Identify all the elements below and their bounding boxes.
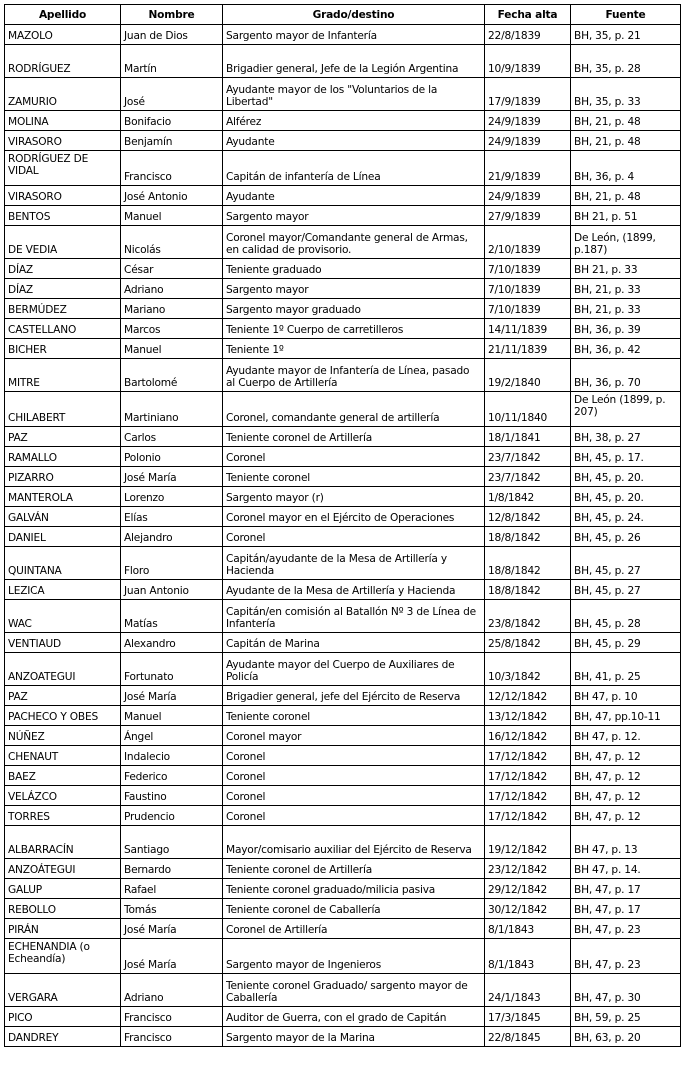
cell-grado-destino: Teniente coronel de Artillería [223, 859, 485, 879]
cell-grado-destino: Sargento mayor (r) [223, 487, 485, 507]
table-row [5, 826, 681, 859]
cell-apellido: PICO [5, 1007, 121, 1027]
cell-grado-destino: Ayudante mayor de los "Voluntarios de la Libertad" [223, 78, 485, 111]
cell-apellido: TORRES [5, 806, 121, 826]
header-row [5, 5, 681, 25]
table-row [5, 633, 681, 653]
cell-nombre: Martiniano [121, 392, 223, 427]
cell-nombre: Manuel [121, 339, 223, 359]
cell-nombre: Indalecio [121, 746, 223, 766]
cell-apellido: CHENAUT [5, 746, 121, 766]
cell-fuente: BH, 36, p. 42 [571, 339, 681, 359]
cell-nombre: Francisco [121, 1027, 223, 1047]
cell-fuente: BH, 63, p. 20 [571, 1027, 681, 1047]
cell-fuente: BH, 21, p. 48 [571, 186, 681, 206]
table-row [5, 974, 681, 1007]
cell-nombre: Elías [121, 507, 223, 527]
cell-fecha-alta: 24/9/1839 [485, 131, 571, 151]
cell-fecha-alta: 24/9/1839 [485, 186, 571, 206]
table-row [5, 1007, 681, 1027]
cell-fuente: BH, 45, p. 20. [571, 487, 681, 507]
table-row [5, 686, 681, 706]
header-apellido: Apellido [5, 5, 121, 25]
cell-nombre: Alexandro [121, 633, 223, 653]
table-row [5, 111, 681, 131]
cell-fuente: BH, 45, p. 27 [571, 547, 681, 580]
cell-nombre: Bernardo [121, 859, 223, 879]
cell-apellido: PIZARRO [5, 467, 121, 487]
cell-grado-destino: Coronel [223, 746, 485, 766]
cell-grado-destino: Coronel [223, 447, 485, 467]
cell-fuente: BH, 35, p. 21 [571, 25, 681, 45]
table-row [5, 746, 681, 766]
cell-fuente: BH, 45, p. 29 [571, 633, 681, 653]
cell-apellido: RAMALLO [5, 447, 121, 467]
table-row [5, 939, 681, 974]
cell-apellido: QUINTANA [5, 547, 121, 580]
cell-nombre: Adriano [121, 974, 223, 1007]
cell-grado-destino: Ayudante de la Mesa de Artillería y Hacienda [223, 580, 485, 600]
cell-grado-destino: Capitán de Marina [223, 633, 485, 653]
cell-grado-destino: Coronel [223, 527, 485, 547]
cell-apellido: ALBARRACÍN [5, 826, 121, 859]
cell-grado-destino: Coronel de Artillería [223, 919, 485, 939]
cell-grado-destino: Mayor/comisario auxiliar del Ejército de Reserva [223, 826, 485, 859]
cell-grado-destino: Coronel mayor/Comandante general de Armas, en calidad de provisorio. [223, 226, 485, 259]
cell-apellido: ANZOÁTEGUI [5, 859, 121, 879]
cell-fuente: BH, 45, p. 17. [571, 447, 681, 467]
cell-apellido: GALUP [5, 879, 121, 899]
officers-table [4, 4, 681, 1047]
cell-apellido: CHILABERT [5, 392, 121, 427]
cell-fecha-alta: 18/1/1841 [485, 427, 571, 447]
cell-nombre: Lorenzo [121, 487, 223, 507]
cell-fuente: BH, 47, p. 12 [571, 786, 681, 806]
cell-fuente: BH, 36, p. 4 [571, 151, 681, 186]
table-row [5, 279, 681, 299]
cell-fecha-alta: 8/1/1843 [485, 919, 571, 939]
cell-fuente: BH, 45, p. 27 [571, 580, 681, 600]
table-row [5, 427, 681, 447]
cell-nombre: José María [121, 919, 223, 939]
cell-fuente: BH, 47, p. 12 [571, 806, 681, 826]
cell-grado-destino: Coronel mayor [223, 726, 485, 746]
table-row [5, 600, 681, 633]
cell-apellido: CASTELLANO [5, 319, 121, 339]
cell-fuente: BH, 41, p. 25 [571, 653, 681, 686]
cell-fuente: BH, 21, p. 33 [571, 299, 681, 319]
table-row [5, 919, 681, 939]
table-row [5, 206, 681, 226]
cell-grado-destino: Sargento mayor [223, 279, 485, 299]
cell-nombre: Ángel [121, 726, 223, 746]
cell-grado-destino: Teniente 1º Cuerpo de carretilleros [223, 319, 485, 339]
table-row [5, 392, 681, 427]
cell-fecha-alta: 17/12/1842 [485, 786, 571, 806]
cell-grado-destino: Teniente coronel de Artillería [223, 427, 485, 447]
cell-fecha-alta: 18/8/1842 [485, 527, 571, 547]
cell-fecha-alta: 10/11/1840 [485, 392, 571, 427]
cell-fuente: De León (1899, p. 207) [571, 392, 681, 427]
cell-grado-destino: Sargento mayor graduado [223, 299, 485, 319]
cell-nombre: José [121, 78, 223, 111]
cell-fuente: BH, 47, p. 30 [571, 974, 681, 1007]
cell-nombre: Rafael [121, 879, 223, 899]
cell-apellido: BERMÚDEZ [5, 299, 121, 319]
cell-apellido: BICHER [5, 339, 121, 359]
cell-grado-destino: Teniente graduado [223, 259, 485, 279]
cell-fuente: BH, 45, p. 28 [571, 600, 681, 633]
cell-nombre: José María [121, 939, 223, 974]
cell-fecha-alta: 17/12/1842 [485, 806, 571, 826]
cell-fuente: BH, 36, p. 70 [571, 359, 681, 392]
table-row [5, 78, 681, 111]
cell-apellido: MOLINA [5, 111, 121, 131]
cell-nombre: Martín [121, 45, 223, 78]
cell-fuente: BH 47, p. 12. [571, 726, 681, 746]
cell-fuente: BH, 45, p. 26 [571, 527, 681, 547]
cell-fecha-alta: 23/8/1842 [485, 600, 571, 633]
cell-fecha-alta: 16/12/1842 [485, 726, 571, 746]
cell-fuente: BH, 35, p. 28 [571, 45, 681, 78]
cell-fecha-alta: 2/10/1839 [485, 226, 571, 259]
cell-fuente: BH, 47, p. 23 [571, 939, 681, 974]
cell-fecha-alta: 22/8/1839 [485, 25, 571, 45]
cell-grado-destino: Coronel [223, 806, 485, 826]
cell-fecha-alta: 24/9/1839 [485, 111, 571, 131]
cell-fecha-alta: 30/12/1842 [485, 899, 571, 919]
cell-apellido: ANZOATEGUI [5, 653, 121, 686]
table-row [5, 259, 681, 279]
cell-fecha-alta: 25/8/1842 [485, 633, 571, 653]
cell-grado-destino: Sargento mayor [223, 206, 485, 226]
cell-nombre: Floro [121, 547, 223, 580]
cell-apellido: DÍAZ [5, 279, 121, 299]
table-row [5, 299, 681, 319]
cell-grado-destino: Capitán/en comisión al Batallón Nº 3 de Línea de Infantería [223, 600, 485, 633]
cell-fuente: BH, 47, pp.10-11 [571, 706, 681, 726]
cell-nombre: Juan Antonio [121, 580, 223, 600]
cell-apellido: VELÁZCO [5, 786, 121, 806]
cell-grado-destino: Ayudante [223, 186, 485, 206]
cell-grado-destino: Ayudante [223, 131, 485, 151]
cell-nombre: Carlos [121, 427, 223, 447]
cell-grado-destino: Sargento mayor de Infantería [223, 25, 485, 45]
table-row [5, 226, 681, 259]
cell-fecha-alta: 1/8/1842 [485, 487, 571, 507]
cell-fuente: BH 47, p. 13 [571, 826, 681, 859]
cell-apellido: LEZICA [5, 580, 121, 600]
cell-fecha-alta: 29/12/1842 [485, 879, 571, 899]
cell-fuente: BH, 47, p. 17 [571, 899, 681, 919]
cell-grado-destino: Teniente coronel [223, 467, 485, 487]
cell-grado-destino: Teniente coronel Graduado/ sargento mayor de Caballería [223, 974, 485, 1007]
table-row [5, 447, 681, 467]
cell-apellido: ZAMURIO [5, 78, 121, 111]
table-row [5, 653, 681, 686]
cell-nombre: Juan de Dios [121, 25, 223, 45]
cell-nombre: Adriano [121, 279, 223, 299]
cell-fuente: BH, 36, p. 39 [571, 319, 681, 339]
cell-apellido: PIRÁN [5, 919, 121, 939]
cell-grado-destino: Brigadier general, jefe del Ejército de Reserva [223, 686, 485, 706]
cell-apellido: VIRASORO [5, 186, 121, 206]
table-row [5, 726, 681, 746]
cell-apellido: GALVÁN [5, 507, 121, 527]
cell-fecha-alta: 14/11/1839 [485, 319, 571, 339]
cell-fecha-alta: 12/8/1842 [485, 507, 571, 527]
cell-grado-destino: Sargento mayor de Ingenieros [223, 939, 485, 974]
cell-fuente: BH, 47, p. 17 [571, 879, 681, 899]
header-nombre: Nombre [121, 5, 223, 25]
cell-fecha-alta: 17/12/1842 [485, 746, 571, 766]
cell-nombre: Bartolomé [121, 359, 223, 392]
table-row [5, 467, 681, 487]
table-row [5, 487, 681, 507]
cell-fecha-alta: 8/1/1843 [485, 939, 571, 974]
table-row [5, 1027, 681, 1047]
cell-fecha-alta: 19/12/1842 [485, 826, 571, 859]
cell-nombre: Mariano [121, 299, 223, 319]
cell-nombre: Faustino [121, 786, 223, 806]
table-row [5, 151, 681, 186]
cell-apellido: RODRÍGUEZ DE VIDAL [5, 151, 121, 186]
cell-apellido: BENTOS [5, 206, 121, 226]
cell-apellido: DÍAZ [5, 259, 121, 279]
cell-nombre: José María [121, 467, 223, 487]
cell-nombre: Federico [121, 766, 223, 786]
cell-fecha-alta: 22/8/1845 [485, 1027, 571, 1047]
table-row [5, 786, 681, 806]
header-fecha-alta: Fecha alta [485, 5, 571, 25]
cell-fuente: BH, 21, p. 33 [571, 279, 681, 299]
table-row [5, 859, 681, 879]
cell-grado-destino: Teniente coronel [223, 706, 485, 726]
cell-fecha-alta: 23/12/1842 [485, 859, 571, 879]
cell-nombre: Nicolás [121, 226, 223, 259]
cell-nombre: Manuel [121, 706, 223, 726]
cell-fecha-alta: 23/7/1842 [485, 467, 571, 487]
cell-fuente: BH, 45, p. 20. [571, 467, 681, 487]
cell-fecha-alta: 17/12/1842 [485, 766, 571, 786]
cell-fuente: BH 21, p. 51 [571, 206, 681, 226]
cell-apellido: BAEZ [5, 766, 121, 786]
cell-fuente: BH, 47, p. 12 [571, 746, 681, 766]
cell-fuente: BH, 45, p. 24. [571, 507, 681, 527]
cell-apellido: PAZ [5, 686, 121, 706]
table-row [5, 879, 681, 899]
cell-apellido: DANIEL [5, 527, 121, 547]
cell-fecha-alta: 18/8/1842 [485, 547, 571, 580]
table-row [5, 580, 681, 600]
cell-nombre: Francisco [121, 1007, 223, 1027]
cell-nombre: José María [121, 686, 223, 706]
table-row [5, 186, 681, 206]
cell-fecha-alta: 27/9/1839 [485, 206, 571, 226]
cell-grado-destino: Coronel, comandante general de artillería [223, 392, 485, 427]
cell-grado-destino: Capitán de infantería de Línea [223, 151, 485, 186]
cell-grado-destino: Teniente 1º [223, 339, 485, 359]
cell-fecha-alta: 21/9/1839 [485, 151, 571, 186]
cell-fuente: BH, 47, p. 12 [571, 766, 681, 786]
cell-nombre: Santiago [121, 826, 223, 859]
cell-grado-destino: Brigadier general, Jefe de la Legión Argentina [223, 45, 485, 78]
cell-grado-destino: Coronel mayor en el Ejército de Operaciones [223, 507, 485, 527]
cell-apellido: MANTEROLA [5, 487, 121, 507]
cell-nombre: Francisco [121, 151, 223, 186]
cell-fecha-alta: 7/10/1839 [485, 259, 571, 279]
cell-fecha-alta: 12/12/1842 [485, 686, 571, 706]
table-row [5, 507, 681, 527]
cell-grado-destino: Coronel [223, 786, 485, 806]
table-row [5, 45, 681, 78]
table-row [5, 339, 681, 359]
cell-nombre: Tomás [121, 899, 223, 919]
cell-grado-destino: Teniente coronel de Caballería [223, 899, 485, 919]
table-body [5, 25, 681, 1047]
cell-nombre: César [121, 259, 223, 279]
cell-apellido: VERGARA [5, 974, 121, 1007]
cell-fuente: BH, 47, p. 23 [571, 919, 681, 939]
cell-grado-destino: Ayudante mayor de Infantería de Línea, pasado al Cuerpo de Artillería [223, 359, 485, 392]
cell-apellido: DE VEDIA [5, 226, 121, 259]
cell-grado-destino: Auditor de Guerra, con el grado de Capitán [223, 1007, 485, 1027]
cell-fecha-alta: 10/9/1839 [485, 45, 571, 78]
cell-fecha-alta: 19/2/1840 [485, 359, 571, 392]
cell-apellido: NÚÑEZ [5, 726, 121, 746]
cell-apellido: WAC [5, 600, 121, 633]
table-row [5, 25, 681, 45]
header-grado-destino: Grado/destino [223, 5, 485, 25]
cell-apellido: DANDREY [5, 1027, 121, 1047]
cell-grado-destino: Coronel [223, 766, 485, 786]
cell-fecha-alta: 13/12/1842 [485, 706, 571, 726]
cell-apellido: ECHENANDIA (o Echeandía) [5, 939, 121, 974]
cell-fuente: BH 47, p. 10 [571, 686, 681, 706]
cell-apellido: VIRASORO [5, 131, 121, 151]
cell-apellido: REBOLLO [5, 899, 121, 919]
cell-apellido: VENTIAUD [5, 633, 121, 653]
cell-apellido: PACHECO Y OBES [5, 706, 121, 726]
table-row [5, 899, 681, 919]
cell-fuente: BH 47, p. 14. [571, 859, 681, 879]
cell-fecha-alta: 23/7/1842 [485, 447, 571, 467]
cell-fecha-alta: 7/10/1839 [485, 279, 571, 299]
cell-fecha-alta: 24/1/1843 [485, 974, 571, 1007]
table-row [5, 527, 681, 547]
cell-nombre: Matías [121, 600, 223, 633]
table-row [5, 547, 681, 580]
table-row [5, 319, 681, 339]
header-fuente: Fuente [571, 5, 681, 25]
cell-grado-destino: Alférez [223, 111, 485, 131]
cell-fecha-alta: 17/9/1839 [485, 78, 571, 111]
cell-apellido: RODRÍGUEZ [5, 45, 121, 78]
cell-fuente: BH, 21, p. 48 [571, 131, 681, 151]
cell-fuente: BH, 21, p. 48 [571, 111, 681, 131]
cell-fuente: BH, 38, p. 27 [571, 427, 681, 447]
cell-fuente: BH, 35, p. 33 [571, 78, 681, 111]
cell-nombre: Alejandro [121, 527, 223, 547]
cell-nombre: Polonio [121, 447, 223, 467]
cell-grado-destino: Sargento mayor de la Marina [223, 1027, 485, 1047]
cell-fecha-alta: 21/11/1839 [485, 339, 571, 359]
cell-nombre: Prudencio [121, 806, 223, 826]
cell-fuente: De León, (1899, p.187) [571, 226, 681, 259]
table-row [5, 359, 681, 392]
table-row [5, 806, 681, 826]
cell-apellido: MITRE [5, 359, 121, 392]
cell-apellido: PAZ [5, 427, 121, 447]
table-row [5, 766, 681, 786]
cell-fecha-alta: 17/3/1845 [485, 1007, 571, 1027]
cell-fuente: BH 21, p. 33 [571, 259, 681, 279]
cell-grado-destino: Capitán/ayudante de la Mesa de Artillería y Hacienda [223, 547, 485, 580]
cell-grado-destino: Teniente coronel graduado/milicia pasiva [223, 879, 485, 899]
cell-nombre: Fortunato [121, 653, 223, 686]
cell-grado-destino: Ayudante mayor del Cuerpo de Auxiliares de Policía [223, 653, 485, 686]
table-row [5, 131, 681, 151]
cell-fecha-alta: 7/10/1839 [485, 299, 571, 319]
cell-apellido: MAZOLO [5, 25, 121, 45]
cell-nombre: Manuel [121, 206, 223, 226]
cell-nombre: José Antonio [121, 186, 223, 206]
cell-fuente: BH, 59, p. 25 [571, 1007, 681, 1027]
cell-nombre: Marcos [121, 319, 223, 339]
cell-fecha-alta: 18/8/1842 [485, 580, 571, 600]
cell-nombre: Benjamín [121, 131, 223, 151]
table-row [5, 706, 681, 726]
cell-fecha-alta: 10/3/1842 [485, 653, 571, 686]
cell-nombre: Bonifacio [121, 111, 223, 131]
